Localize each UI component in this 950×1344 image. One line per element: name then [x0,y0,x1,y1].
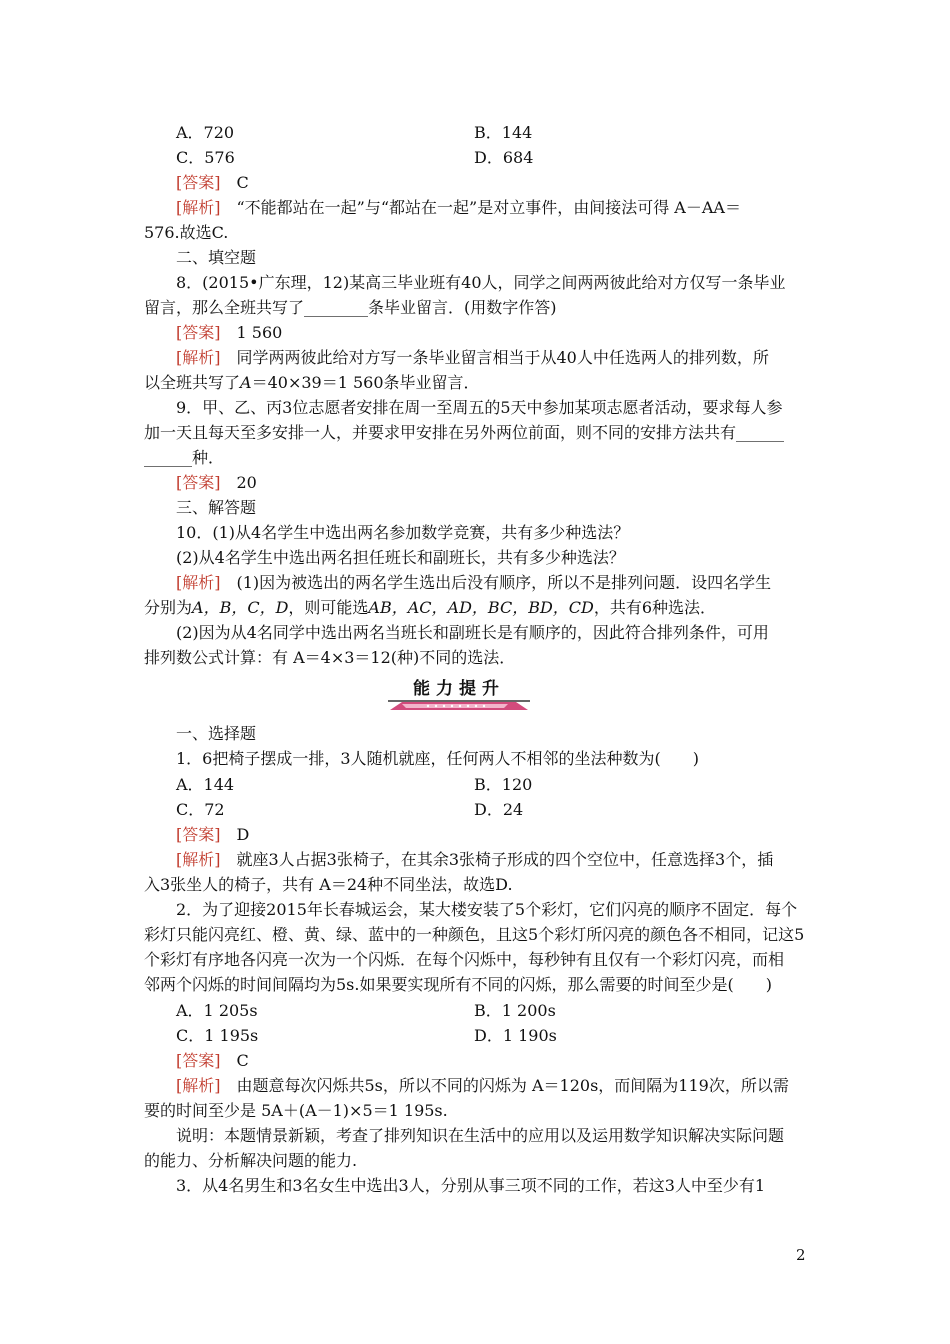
q8-stem-line-1: 8．(2015•广东理，12)某高三毕业班有40人，同学之间两两彼此给对方仅写一条毕业 [176,273,786,292]
analysis-text: 由题意每次闪烁共5s，所以不同的闪烁为 A＝120s，而间隔为119次，所以需 [220,1076,789,1095]
banner-title: 能力提升 [413,679,505,699]
analysis-tag: [解析] [176,573,221,592]
answer-tag: [答案] [176,1051,221,1070]
p1-option-b: B．120 [474,775,533,794]
q8-analysis-line-2 [144,373,480,393]
p1-analysis-line-2: 入3张坐人的椅子，共有 A＝24种不同坐法，故选D. [144,875,513,894]
q10-analysis-line-4: 排列数公式计算：有 A＝4×3＝12(种)不同的选法． [144,648,516,667]
answer-tag: [答案] [176,173,221,192]
answer-value: D [220,825,250,844]
p2-stem-line-4: 邻两个闪烁的时间间隔均为5s.如果要实现所有不同的闪烁，那么需要的时间至少是( ) [144,975,772,994]
q10-analysis-line-3: (2)因为从4名同学中选出两名当班长和副班长是有顺序的，因此符合排列条件，可用 [176,623,769,642]
q7-option-d: D．684 [474,148,534,167]
p2-stem-line-3: 个彩灯有序地各闪亮一次为一个闪烁．在每个闪烁中，每秒钟有且仅有一个彩灯闪亮，而相 [144,950,785,969]
analysis-tag: [解析] [176,348,221,367]
p2-stem-line-1: 2．为了迎接2015年长春城运会，某大楼安装了5个彩灯，它们闪亮的顺序不固定．每个 [176,900,798,919]
answer-value: C [220,1051,249,1070]
math-variable: A [240,373,252,392]
analysis-text: ，共有6种选法． [593,598,717,617]
p1-option-c: C．72 [176,800,225,819]
answer-value: 20 [220,473,257,492]
q9-answer [176,473,257,493]
analysis-text: (1)因为被选出的两名学生选出后没有顺序，所以不是排列问题．设四名学生 [220,573,772,592]
q10-stem-line-1: 10．(1)从4名学生中选出两名参加数学竞赛，共有多少种选法？ [176,523,630,542]
section-banner [388,678,530,714]
q10-analysis-line-1 [176,573,771,593]
p1-answer [176,825,249,845]
analysis-text: ＝40×39＝1 560条毕业留言． [251,373,480,392]
q7-answer [176,173,249,193]
p2-option-a: A．1 205s [176,1001,258,1020]
p2-option-b: B．1 200s [474,1001,556,1020]
q9-stem-line-3: ______种． [144,448,225,467]
section-heading-fill: 二、填空题 [176,248,257,267]
q7-analysis-line-1 [176,198,741,218]
p2-option-c: C．1 195s [176,1026,259,1045]
p2-note-line-2: 的能力、分析解决问题的能力. [144,1151,358,1170]
q8-analysis-line-1 [176,348,769,368]
answer-tag: [答案] [176,473,221,492]
analysis-text: 分别为 [144,598,193,617]
q8-stem-line-2: 留言，那么全班共写了________条毕业留言．(用数字作答) [144,298,557,317]
p2-option-d: D．1 190s [474,1026,557,1045]
section-heading-solve: 三、解答题 [176,498,257,517]
q7-analysis-line-2: 576.故选C. [144,223,229,242]
p2-analysis-line-1 [176,1076,789,1096]
math-variables: A，B，C，D [192,598,289,617]
analysis-text: 同学两两彼此给对方写一条毕业留言相当于从40人中任选两人的排列数，所 [220,348,769,367]
page-number: 2 [796,1246,806,1264]
p2-stem-line-2: 彩灯只能闪亮红、橙、黄、绿、蓝中的一种颜色，且这5个彩灯所闪亮的颜色各不相同，记这5 [144,925,805,944]
p1-stem: 1．6把椅子摆成一排，3人随机就座，任何两人不相邻的坐法种数为( ) [176,749,700,768]
p3-stem-line-1: 3．从4名男生和3名女生中选出3人，分别从事三项不同的工作，若这3人中至少有1 [176,1176,766,1195]
q7-option-b: B．144 [474,123,533,142]
q8-answer [176,323,282,343]
analysis-tag: [解析] [176,198,221,217]
math-pairs: AB，AC，AD，BC，BD，CD [368,598,594,617]
p2-note-line-1: 说明：本题情景新颖，考查了排列知识在生活中的应用以及运用数学知识解决实际问题 [176,1126,785,1145]
p1-analysis-line-1 [176,850,773,870]
answer-value: C [220,173,249,192]
analysis-text: 以全班共写了 [144,373,241,392]
analysis-text: ，则可能选 [288,598,369,617]
p1-option-d: D．24 [474,800,524,819]
analysis-text: 就座3人占据3张椅子，在其余3张椅子形成的四个空位中，任意选择3个，插 [220,850,774,869]
p1-option-a: A．144 [176,775,235,794]
q10-stem-line-2: (2)从4名学生中选出两名担任班长和副班长，共有多少种选法？ [176,548,625,567]
q9-stem-line-2: 加一天且每天至多安排一人，并要求甲安排在另外两位前面，则不同的安排方法共有______ [144,423,785,442]
q7-option-a: A．720 [176,123,235,142]
answer-tag: [答案] [176,825,221,844]
analysis-text: “不能都站在一起”与“都站在一起”是对立事件，由间接法可得 A－AA＝ [220,198,741,217]
q7-option-c: C．576 [176,148,235,167]
section-heading-choice: 一、选择题 [176,724,257,743]
analysis-tag: [解析] [176,1076,221,1095]
p2-answer [176,1051,249,1071]
answer-tag: [答案] [176,323,221,342]
q10-analysis-line-2 [144,598,716,618]
p2-analysis-line-2: 要的时间至少是 5A＋(A－1)×5＝1 195s. [144,1101,448,1120]
q9-stem-line-1: 9．甲、乙、丙3位志愿者安排在周一至周五的5天中参加某项志愿者活动，要求每人参 [176,398,783,417]
analysis-tag: [解析] [176,850,221,869]
answer-value: 1 560 [220,323,283,342]
